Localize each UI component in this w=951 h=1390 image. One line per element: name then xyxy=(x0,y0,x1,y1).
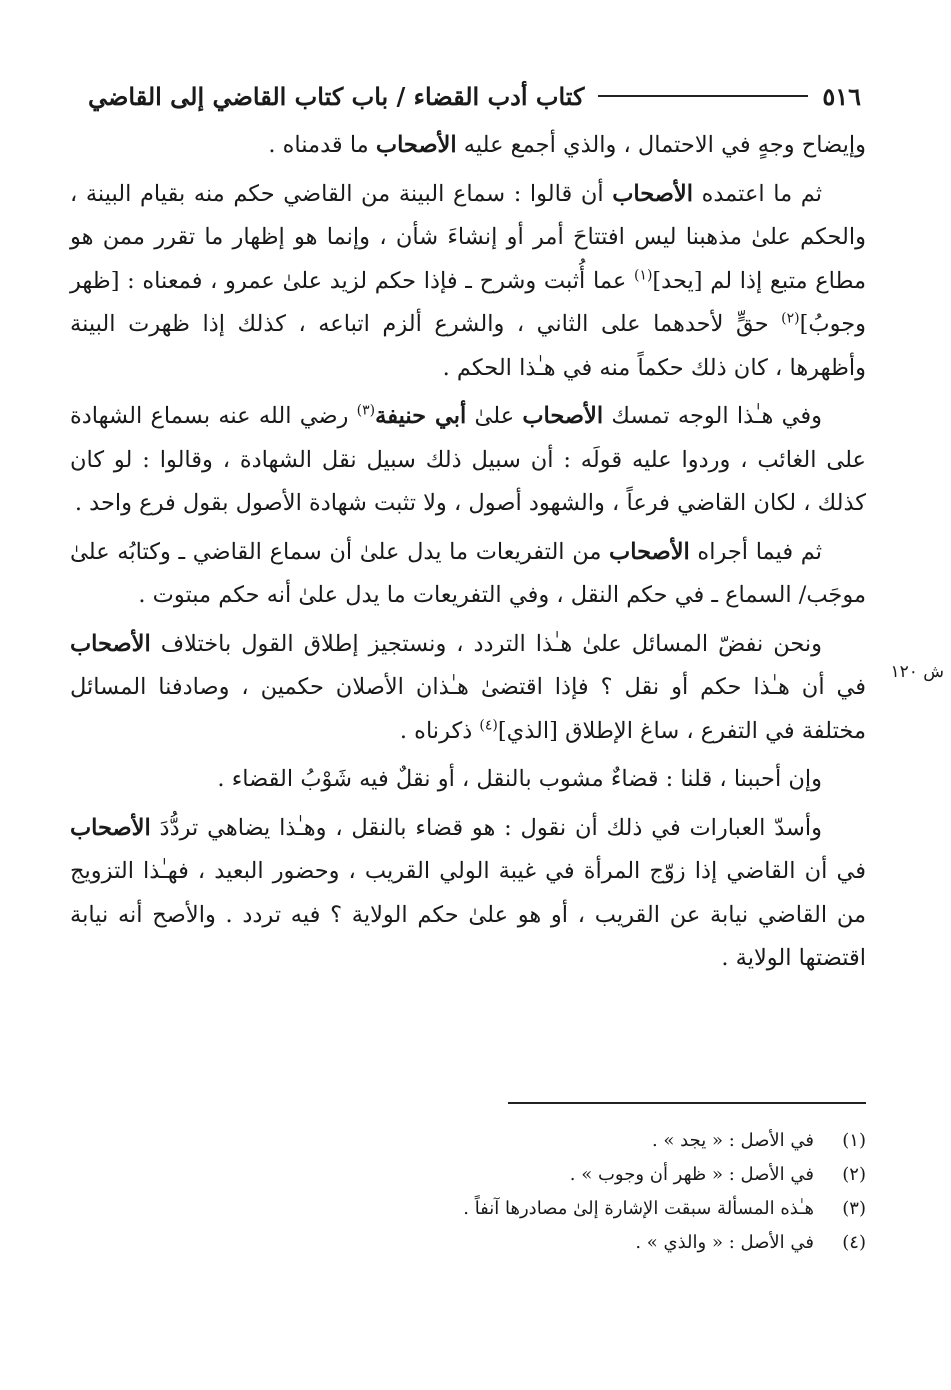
footnote-ref: (٣) xyxy=(356,402,376,419)
text-run: حقٍّ لأحدهما على الثاني ، والشرع ألزم اتباعه ، كذلك إذا ظهرت البينة وأظهرها ، كان ذلك حكماً منه في هـٰذا الحكم . xyxy=(70,311,866,381)
paragraph xyxy=(70,623,866,754)
text-run: وأسدّ العبارات في ذلك أن نقول : هو قضاء بالنقل ، وهـٰذا يضاهي تردُّدَ xyxy=(150,814,822,841)
footnote-text: هـٰذه المسألة سبقت الإشارة إلىٰ مصادرها آنفاً . xyxy=(463,1198,814,1219)
footnote xyxy=(420,1158,866,1192)
header-rule xyxy=(598,95,808,97)
paragraph xyxy=(70,758,866,802)
footnote-separator xyxy=(508,1102,866,1104)
page-number: ٥١٦ xyxy=(822,81,861,111)
bold-term: الأصحاب xyxy=(612,180,693,207)
text-run: ما قدمناه . xyxy=(268,132,376,158)
paragraph xyxy=(70,531,866,618)
footnotes xyxy=(420,1124,866,1260)
text-run: في أن هـٰذا حكم أو نقل ؟ فإذا اقتضىٰ هـٰذان الأصلان حكمين ، وصادفنا المسائل مختلفة في التفرع ، ساغ الإطلاق [الذي] xyxy=(70,674,866,744)
paragraph xyxy=(70,173,866,391)
paragraph xyxy=(70,124,866,168)
paragraph xyxy=(70,807,866,981)
page-header xyxy=(88,76,861,116)
footnote-text: في الأصل : « يجد » . xyxy=(651,1130,814,1151)
manuscript-folio-note: ش ١٢٠ xyxy=(890,662,944,682)
text-run: ثم ما اعتمده xyxy=(692,180,822,207)
bold-term: الأصحاب xyxy=(522,403,604,429)
text-run: رضي الله عنه بسماع الشهادة على الغائب ، وردوا عليه قولَه : أن سبيل ذلك سبيل نقل الشهادة ، وقالوا : لو كان كذلك ، لكان القاضي فرعاً ، والشهود أصول ، ولا تثبت شهادة الأصول بقول فرع واحد . xyxy=(70,403,866,516)
footnote-ref: (٤) xyxy=(479,717,498,733)
text-run: ثم فيما أجراه xyxy=(689,538,822,565)
text-run: ونحن نفضّ المسائل علىٰ هـٰذا التردد ، ونستجيز إطلاق القول باختلاف xyxy=(150,630,823,657)
text-run: أن قالوا : سماع البينة من القاضي حكم منه بقيام البينة ، والحكم علىٰ مذهبنا ليس افتتاحَ أمر أو إنشاءَ شأن ، وإنما هو إظهار ما تقرر ممن هو مطاع متبع إذا لم [يحد] xyxy=(70,180,866,294)
footnote xyxy=(420,1192,866,1226)
main-text xyxy=(70,124,866,986)
text-run: وفي هـٰذا الوجه تمسك xyxy=(603,403,822,429)
footnote-number: (٤) xyxy=(842,1232,866,1253)
text-run: وإيضاح وجهٍ في الاحتمال ، والذي أجمع عليه xyxy=(456,132,866,158)
running-title: كتاب أدب القضاء / باب كتاب القاضي إلى القاضي xyxy=(88,81,585,111)
bold-term: الأصحاب xyxy=(70,814,151,841)
text-run: وإن أحببنا ، قلنا : قضاءٌ مشوب بالنقل ، أو نقلٌ فيه شَوْبُ القضاء . xyxy=(217,766,822,792)
text-run: ذكرناه . xyxy=(399,717,480,744)
bold-term: الأصحاب xyxy=(70,630,151,657)
text-run: في أن القاضي إذا زوّج المرأة في غيبة الولي القريب ، وحضور البعيد ، فهـٰذا التزويج من القاضي نيابة عن القريب ، أو هو علىٰ حكم الولاية ؟ فيه تردد . والأصح أنه نيابة اقتضتها الولاية . xyxy=(70,858,866,971)
footnote-ref: (٢) xyxy=(781,310,800,327)
text-run: من التفريعات ما يدل علىٰ أن سماع القاضي ـ وكتابُه علىٰ موجَب/ السماع ـ في حكم النقل ، وفي التفريعات ما يدل علىٰ أنه حكم مبتوت . xyxy=(70,538,866,608)
footnote-number: (٣) xyxy=(842,1198,866,1219)
bold-term: أبي حنيفة xyxy=(375,403,467,429)
footnote-text: في الأصل : « والذي » . xyxy=(635,1232,814,1253)
bold-term: الأصحاب xyxy=(375,132,457,158)
text-run: علىٰ xyxy=(466,403,523,429)
footnote-ref: (١) xyxy=(633,267,653,283)
footnote xyxy=(420,1226,866,1260)
footnote-number: (٢) xyxy=(842,1164,866,1185)
paragraph xyxy=(70,395,866,526)
bold-term: الأصحاب xyxy=(609,538,690,565)
footnote xyxy=(420,1124,866,1158)
footnote-number: (١) xyxy=(842,1130,866,1151)
footnote-text: في الأصل : « ظهر أن وجوب » . xyxy=(569,1164,814,1185)
text-run: عما أُثبت وشرح ـ فإذا حكم لزيد علىٰ عمرو ، فمعناه : [ظهر وجوبُ] xyxy=(70,267,866,337)
